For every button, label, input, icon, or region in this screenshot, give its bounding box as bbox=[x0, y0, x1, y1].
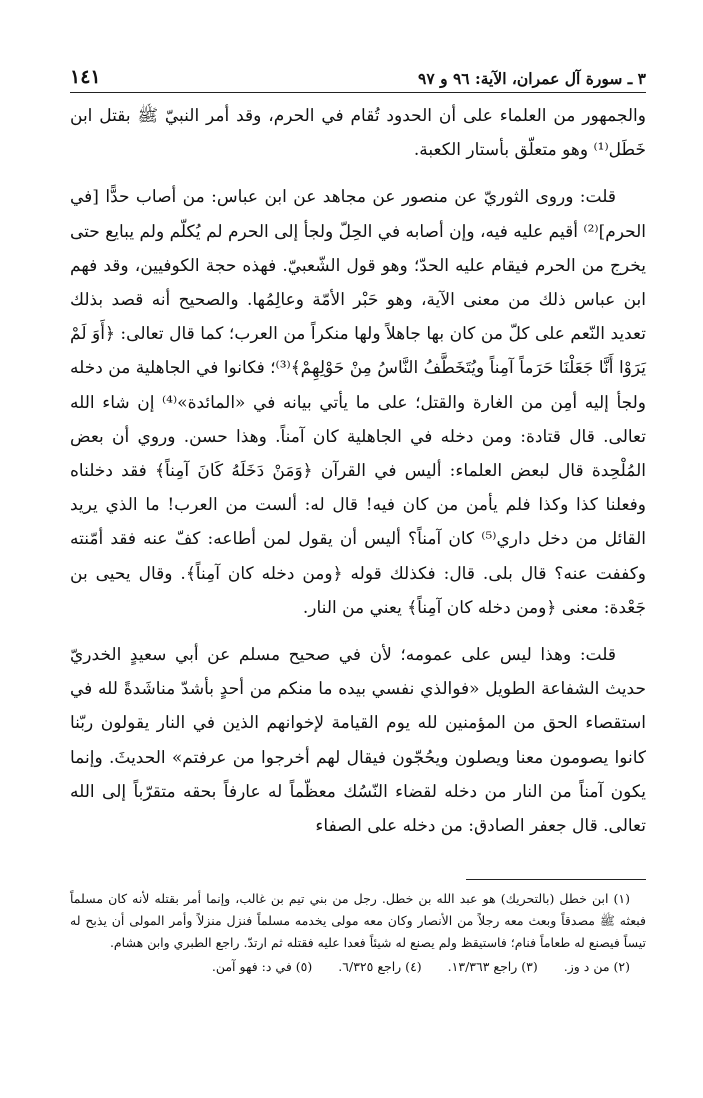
footnote: (٤) راجع ٦/٣٢٥. bbox=[338, 959, 422, 975]
footnote: (٣) راجع ١٣/٣٦٣. bbox=[447, 959, 538, 975]
paragraph: قلت: وروى الثوريّ عن منصور عن مجاهد عن ابن عباس: من أصاب حدًّا [في الحرم]⁽²⁾ أقيم عليه فيه، وإن أصابه في الحِلّ ولجأ إلى الحرم لم يُكلّم ولم يبايع حتى يخرج من الحرم فيقام عليه الحدّ؛ وهو قول الشّعبيّ. فهذه حجة الكوفيين، وقد فهم ابن عباس ذلك من معنى الآية، وهو حَبْر الأمّة وعالِمُها. والصحيح أنه قصد بذلك تعديد النّعم على كلّ من كان بها جاهلاً ولها منكراً من العرب؛ كما قال تعالى: ﴿أَوَ لَمْ يَرَوْا أَنَّا جَعَلْنَا حَرَماً آمِناً ويُتَخَطَّفُ النَّاسُ مِنْ حَوْلِهِمْ﴾⁽³⁾؛ فكانوا في الجاهلية من دخله ولجأ إليه أمِن من الغارة والقتل؛ على ما يأتي بيانه في «المائدة»⁽⁴⁾ إن شاء الله تعالى. قال قتادة: ومن دخله في الجاهلية كان آمناً. وهذا حسن. وروي أن بعض المُلْحِدة قال لبعض العلماء: أليس في القرآن ﴿وَمَنْ دَخَلَهُ كَانَ آمِناً﴾ فقد دخلناه وفعلنا كذا وكذا فلم يأمن من كان فيه! قال له: ألست من العرب! ما الذي يريد القائل من دخل داري⁽⁵⁾ كان آمناً؟ أليس أن يقول لمن أطاعه: كفّ عنه فقد أمّنته وكففت عنه؟ قال بلى. قال: فكذلك قوله ﴿ومن دخله كان آمِناً﴾. وقال يحيى بن جَعْدة: معنى ﴿ومن دخله كان آمِناً﴾ يعني من النار. bbox=[70, 187, 647, 618]
footnote: (٥) في د: فهو آمن. bbox=[211, 959, 313, 975]
page-number: ١٤١ bbox=[70, 66, 101, 88]
footnote-separator bbox=[466, 879, 646, 880]
footnote: (١) ابن خطل (بالتحريك) هو عبد الله بن خطل. رجل من بني تيم بن غالب، وإنما أمر بقتله لأنه كان مسلماً فبعثه ﷺ مصدقاً وبعث معه رجلاً من الأنصار وكان معه مولى يخدمه مسلماً فنزل منزلاً وأمر المولى أن يذبح له تيساً فيصنع له طعاماً فنام؛ فاستيقظ ولم يصنع له شيئاً فعدا عليه فقتله ثم ارتدّ. راجع الطبري وابن هشام. bbox=[70, 891, 646, 951]
paragraph: قلت: وهذا ليس على عمومه؛ لأن في صحيح مسلم عن أبي سعيدٍ الخدريّ حديث الشفاعة الطويل «فوالذي نفسي بيده ما منكم من أحدٍ بأشدّ مناشَدةً لله في استقصاء الحق من المؤمنين لله يوم القيامة لإخوانهم الذين في النار يقولون ربّنا كانوا يصومون معنا ويصلون ويحُجّون فيقال لهم أخرجوا من عرفتم» الحديثَ. وإنما يكون آمناً من النار من دخله لقضاء النّسُك معظّماً له عارفاً بحقه متقرّباً إلى الله تعالى. قال جعفر الصادق: من دخله على الصفاء bbox=[70, 645, 646, 837]
main-text bbox=[70, 99, 646, 843]
footnote: (٢) من د وز. bbox=[563, 959, 630, 975]
footnote-row bbox=[70, 956, 646, 978]
paragraph: والجمهور من العلماء على أن الحدود تُقام في الحرم، وقد أمر النبيّ ﷺ بقتل ابن خَطَل⁽¹⁾ وهو متعلّق بأستار الكعبة. bbox=[70, 106, 646, 161]
page-header bbox=[70, 58, 646, 93]
footnotes bbox=[70, 888, 646, 978]
running-title: ٣ ـ سورة آل عمران، الآية: ٩٦ و ٩٧ bbox=[418, 69, 646, 88]
book-page bbox=[70, 58, 646, 978]
